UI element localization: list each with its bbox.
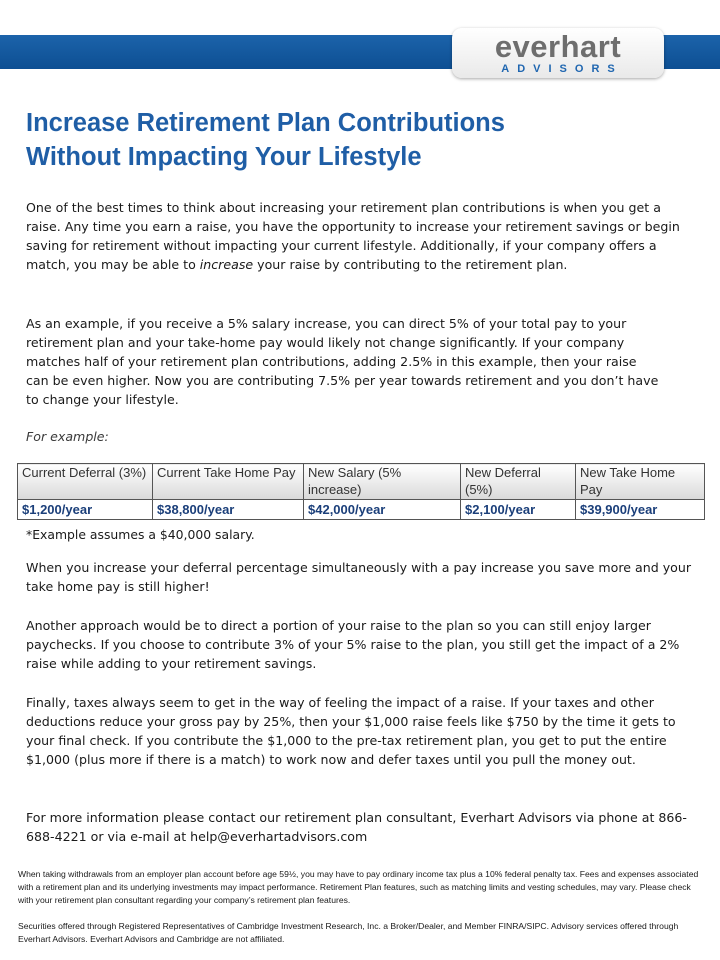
page-title-line-1: Increase Retirement Plan Contributions: [26, 109, 505, 137]
intro-emphasis: increase: [199, 257, 254, 272]
page-title: [26, 106, 666, 174]
page-title-line-2: Without Impacting Your Lifestyle: [26, 143, 422, 171]
table-cell: $1,200/year: [18, 500, 153, 520]
table-header-cell: Current Deferral (3%): [18, 464, 153, 500]
table-cell: $38,800/year: [153, 500, 304, 520]
table-cell: $2,100/year: [461, 500, 576, 520]
table-header-row: [18, 464, 705, 500]
everhart-logo[interactable]: [452, 28, 664, 78]
example-footnote: *Example assumes a $40,000 salary.: [26, 527, 255, 542]
table-row: [18, 500, 705, 520]
securities-disclaimer: Securities offered through Registered Representatives of Cambridge Investment Research, Inc. a Broker/Dealer, and Member FINRA/SIPC. Advisory services offered through Everhart Advisors. Everhart Advisors and Cambridge are not affiliated.: [18, 921, 679, 944]
contact-paragraph[interactable]: For more information please contact our retirement plan consultant, Everhart Advisors via phone at 866-688-4221 or via e-mail at help@everhartadvisors.com: [26, 810, 687, 844]
example-paragraph: As an example, if you receive a 5% salary increase, you can direct 5% of your total pay to your retirement plan and your take-home pay would likely not change significantly. If your company matches half of your retirement plan contributions, adding 2.5% in this example, then your raise can be even higher. Now you are contributing 7.5% per year towards retirement and you don’t have to change your lifestyle.: [26, 316, 659, 407]
approach-paragraph: Another approach would be to direct a portion of your raise to the plan so you can still enjoy larger paychecks. If you choose to contribute 3% of your 5% raise to the plan, you still get the impact of a 2% raise while adding to your retirement savings.: [26, 618, 680, 671]
intro-text-2: your raise by contributing to the retirement plan.: [253, 257, 568, 272]
logo-wordmark: everhart: [494, 29, 622, 64]
table-header-cell: New Deferral (5%): [461, 464, 576, 500]
taxes-paragraph: Finally, taxes always seem to get in the way of feeling the impact of a raise. If your taxes and other deductions reduce your gross pay by 25%, then your $1,000 raise feels like $750 by the time it gets to your final check. If you contribute the $1,000 to the pre-tax retirement plan, you get to put the entire $1,000 (plus more if there is a match) to work now and defer taxes until you pull the money out.: [26, 695, 676, 767]
table-cell: $39,900/year: [576, 500, 705, 520]
table-header-cell: Current Take Home Pay: [153, 464, 304, 500]
intro-paragraph: [26, 198, 698, 274]
table-header-cell: New Take Home Pay: [576, 464, 705, 500]
for-example-label: For example:: [26, 429, 109, 444]
deferral-table: [17, 463, 705, 520]
tax-disclaimer: When taking withdrawals from an employer plan account before age 59½, you may have to pay ordinary income tax plus a 10% federal penalty tax. Fees and expenses associated with a retirement plan and its underlying investments may impact performance. Retirement Plan features, such as matching limits and vesting schedules, may vary. Please check with your retirement plan consultant regarding your company’s retirement plan features.: [18, 869, 699, 905]
logo-subtitle: ADVISORS: [501, 63, 623, 75]
intro-text-1: One of the best times to think about increasing your retirement plan contributions is when you get a raise. Any time you earn a raise, you have the opportunity to increase your retirement savings or begin saving for retirement without impacting your current lifestyle. Additionally, if your company offers a match, you may be able to: [26, 200, 680, 272]
deferral-paragraph: When you increase your deferral percentage simultaneously with a pay increase you save more and your take home pay is still higher!: [26, 560, 692, 594]
table-cell: $42,000/year: [304, 500, 461, 520]
table-header-cell: New Salary (5% increase): [304, 464, 461, 500]
